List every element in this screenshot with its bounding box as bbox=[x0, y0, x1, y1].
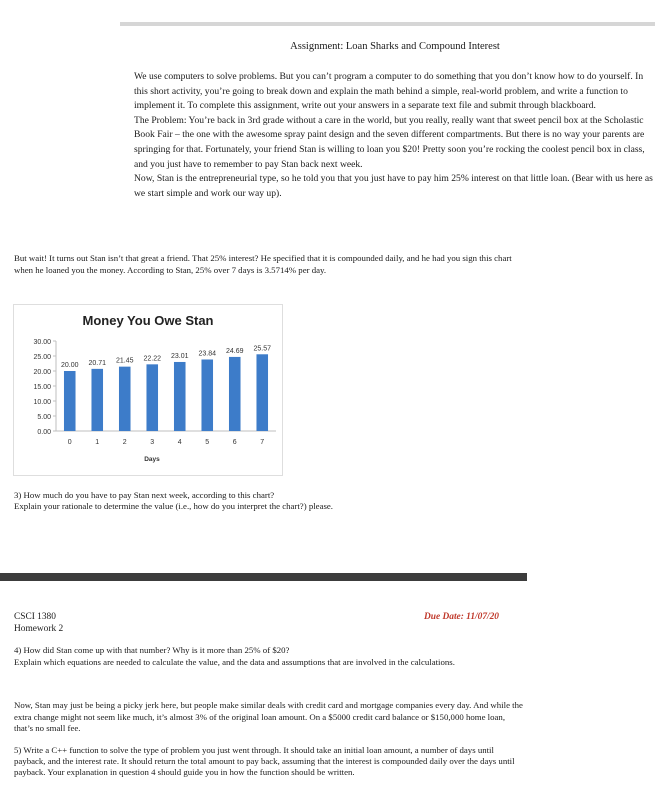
bar bbox=[91, 369, 103, 431]
chart-plot bbox=[14, 305, 282, 475]
bar bbox=[174, 362, 186, 431]
assignment-title-text: Assignment: Loan Sharks and Compound Interest bbox=[290, 41, 500, 52]
data-label: 21.45 bbox=[115, 357, 134, 365]
data-label: 22.22 bbox=[143, 355, 162, 363]
page-divider bbox=[0, 573, 527, 581]
data-label: 23.01 bbox=[170, 352, 189, 360]
intro-text bbox=[134, 70, 654, 201]
data-label: 20.71 bbox=[88, 359, 107, 367]
y-tick-label: 5.00 bbox=[37, 414, 51, 421]
question-3-prompt: 3) How much do you have to pay Stan next week, according to this chart? bbox=[14, 490, 275, 500]
y-tick-label: 20.00 bbox=[33, 369, 51, 376]
question-3 bbox=[14, 490, 524, 513]
course-header bbox=[14, 612, 63, 635]
question-3-instructions: Explain your rationale to determine the value (i.e., how do you interpret the chart?) please. bbox=[14, 501, 334, 512]
x-tick-label: 3 bbox=[150, 439, 155, 446]
x-tick-label: 4 bbox=[177, 439, 182, 446]
homework-label: Homework 2 bbox=[14, 623, 64, 634]
question-4-prompt: 4) How did Stan come up with that number? Why is it more than 25% of $20? bbox=[14, 645, 290, 655]
y-tick-label: 0.00 bbox=[37, 429, 51, 436]
bar bbox=[146, 364, 158, 431]
intro-paragraph: We use computers to solve problems. But you can’t program a computer to do something that you don’t know how to do yourself. In this short activity, you’re going to break down and explain the math behind a simple, real-world problem, and write a function to implement it. To complete this assignment, write out your answers in a separate text file and submit through blackboard. bbox=[134, 71, 644, 112]
x-tick-label: 2 bbox=[122, 439, 127, 446]
y-tick-label: 25.00 bbox=[33, 354, 51, 361]
data-label: 20.00 bbox=[60, 362, 79, 369]
course-code: CSCI 1380 bbox=[14, 612, 56, 622]
due-date: Due Date: 11/07/20 bbox=[424, 612, 499, 622]
y-tick-label: 30.00 bbox=[33, 339, 51, 346]
stan-deal-paragraph: Now, Stan may just be being a picky jerk here, but people make similar deals with credit card and mortgage companies every day. And while the extra change might not seem like much, it’s almost 3% of the original loan amount. On a $5000 credit card balance or $150,000 home loan, that’s no small fee. bbox=[14, 700, 523, 734]
bar bbox=[256, 354, 268, 431]
x-tick-label: 5 bbox=[205, 439, 210, 446]
problem-paragraph: The Problem: You’re back in 3rd grade without a care in the world, but you really, really want that sweet pencil box at the Scholastic Book Fair – the one with the awesome spray paint design and the seven different compartments. But there is no way your parents are springing for that. Fortunately, your friend Stan is willing to loan you $20! Pretty soon you’re rocking the coolest pencil box in class, and you just have to remember to pay Stan back next week. bbox=[134, 114, 645, 170]
y-tick-label: 10.00 bbox=[33, 399, 51, 406]
bar bbox=[201, 359, 213, 431]
question-4-instructions: Explain which equations are needed to calculate the value, and the data and assumptions that are involved in the calculations. bbox=[14, 656, 455, 667]
bar bbox=[229, 357, 241, 431]
data-label: 25.57 bbox=[253, 345, 272, 353]
question-5: 5) Write a C++ function to solve the type of problem you just went through. It should take an initial loan amount, a number of days until payback, and the interest rate. It should return the total amount to pay back, assuming that the interest is compounded daily over the days until payback. Your explanation in question 4 should guide you in how the function should be written. bbox=[14, 745, 515, 778]
chart-title: Money You Owe Stan bbox=[82, 313, 214, 328]
top-rule bbox=[120, 22, 655, 26]
bar bbox=[119, 367, 131, 431]
x-tick-label: 7 bbox=[260, 439, 265, 446]
bar bbox=[64, 371, 76, 431]
interest-paragraph: Now, Stan is the entrepreneurial type, so he told you that you just have to pay him 25% interest on that little loan. (Bear with us here as we start simple and work our way up). bbox=[134, 173, 653, 199]
y-tick-label: 15.00 bbox=[33, 384, 51, 391]
but-wait-paragraph: But wait! It turns out Stan isn’t that great a friend. That 25% interest? He specified that it is compounded daily, and he had you sign this chart when he loaned you the money. According to Stan, 25% over 7 days is 3.5714% per day. bbox=[14, 253, 512, 275]
data-label: 24.69 bbox=[225, 347, 244, 355]
x-tick-label: 1 bbox=[95, 439, 100, 446]
question-4 bbox=[14, 645, 524, 668]
assignment-title bbox=[0, 41, 670, 52]
data-label: 23.84 bbox=[198, 350, 217, 358]
x-axis-title: Days bbox=[144, 456, 160, 463]
money-owed-chart bbox=[13, 304, 283, 476]
x-tick-label: 6 bbox=[232, 439, 237, 446]
x-tick-label: 0 bbox=[67, 439, 72, 446]
